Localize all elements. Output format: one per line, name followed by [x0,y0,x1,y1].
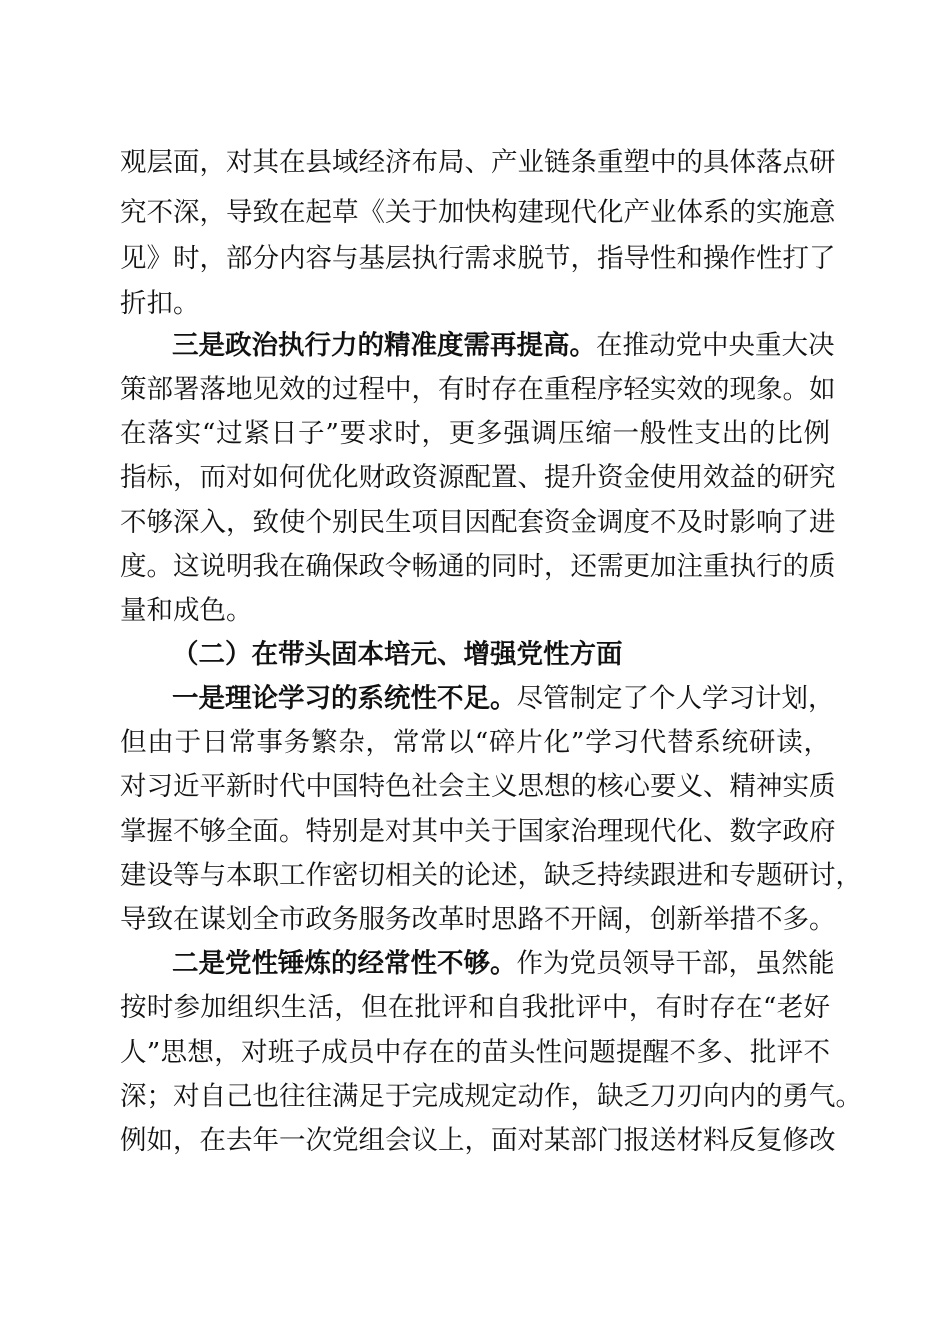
text-line: 例如，在去年一次党组会议上，面对某部门报送材料反复修改 [120,1125,836,1156]
paragraph-first-line [172,948,835,979]
paragraph-first-line [172,330,835,361]
text-run: 在推动党中央重大决 [596,330,835,361]
text-line: 但由于日常事务繁杂，常常以“碎片化”学习代替系统研读， [120,727,830,758]
section-heading: （二）在带头固本培元、增强党性方面 [172,639,623,670]
text-line: 按时参加组织生活，但在批评和自我批评中，有时存在“老好 [120,992,830,1023]
bold-lead: 三是政治执行力的精准度需再提高。 [172,330,596,361]
text-run: 尽管制定了个人学习计划， [516,683,835,714]
text-line: 导致在谋划全市政务服务改革时思路不开阔，创新举措不多。 [120,904,836,935]
text-line: 折扣。 [120,288,200,319]
paragraph-first-line [172,683,835,714]
text-line: 建设等与本职工作密切相关的论述，缺乏持续跟进和专题研讨， [120,860,862,891]
text-line: 指标，而对如何优化财政资源配置、提升资金使用效益的研究 [120,462,836,493]
text-line: 策部署落地见效的过程中，有时存在重程序轻实效的现象。如 [120,374,836,405]
text-line: 掌握不够全面。特别是对其中关于国家治理现代化、数字政府 [120,816,836,847]
text-line: 度。这说明我在确保政令畅通的同时，还需更加注重执行的质 [120,551,836,582]
text-line: 深；对自己也往往满足于完成规定动作，缺乏刀刃向内的勇气。 [120,1081,862,1112]
text-line: 对习近平新时代中国特色社会主义思想的核心要义、精神实质 [120,771,836,802]
text-line: 人”思想，对班子成员中存在的苗头性问题提醒不多、批评不 [120,1037,830,1068]
text-line: 量和成色。 [120,595,253,626]
text-line: 不够深入，致使个别民生项目因配套资金调度不及时影响了进 [120,507,836,538]
bold-lead: 二是党性锤炼的经常性不够。 [172,948,517,979]
text-line: 观层面，对其在县域经济布局、产业链条重塑中的具体落点研 [120,147,836,178]
text-line: 究不深，导致在起草《关于加快构建现代化产业体系的实施意 [120,197,836,228]
text-line: 见》时，部分内容与基层执行需求脱节，指导性和操作性打了 [120,243,836,274]
bold-lead: 一是理论学习的系统性不足。 [172,683,517,714]
text-run: 作为党员领导干部，虽然能 [516,948,835,979]
text-line: 在落实“过紧日子”要求时，更多强调压缩一般性支出的比例 [120,418,830,449]
